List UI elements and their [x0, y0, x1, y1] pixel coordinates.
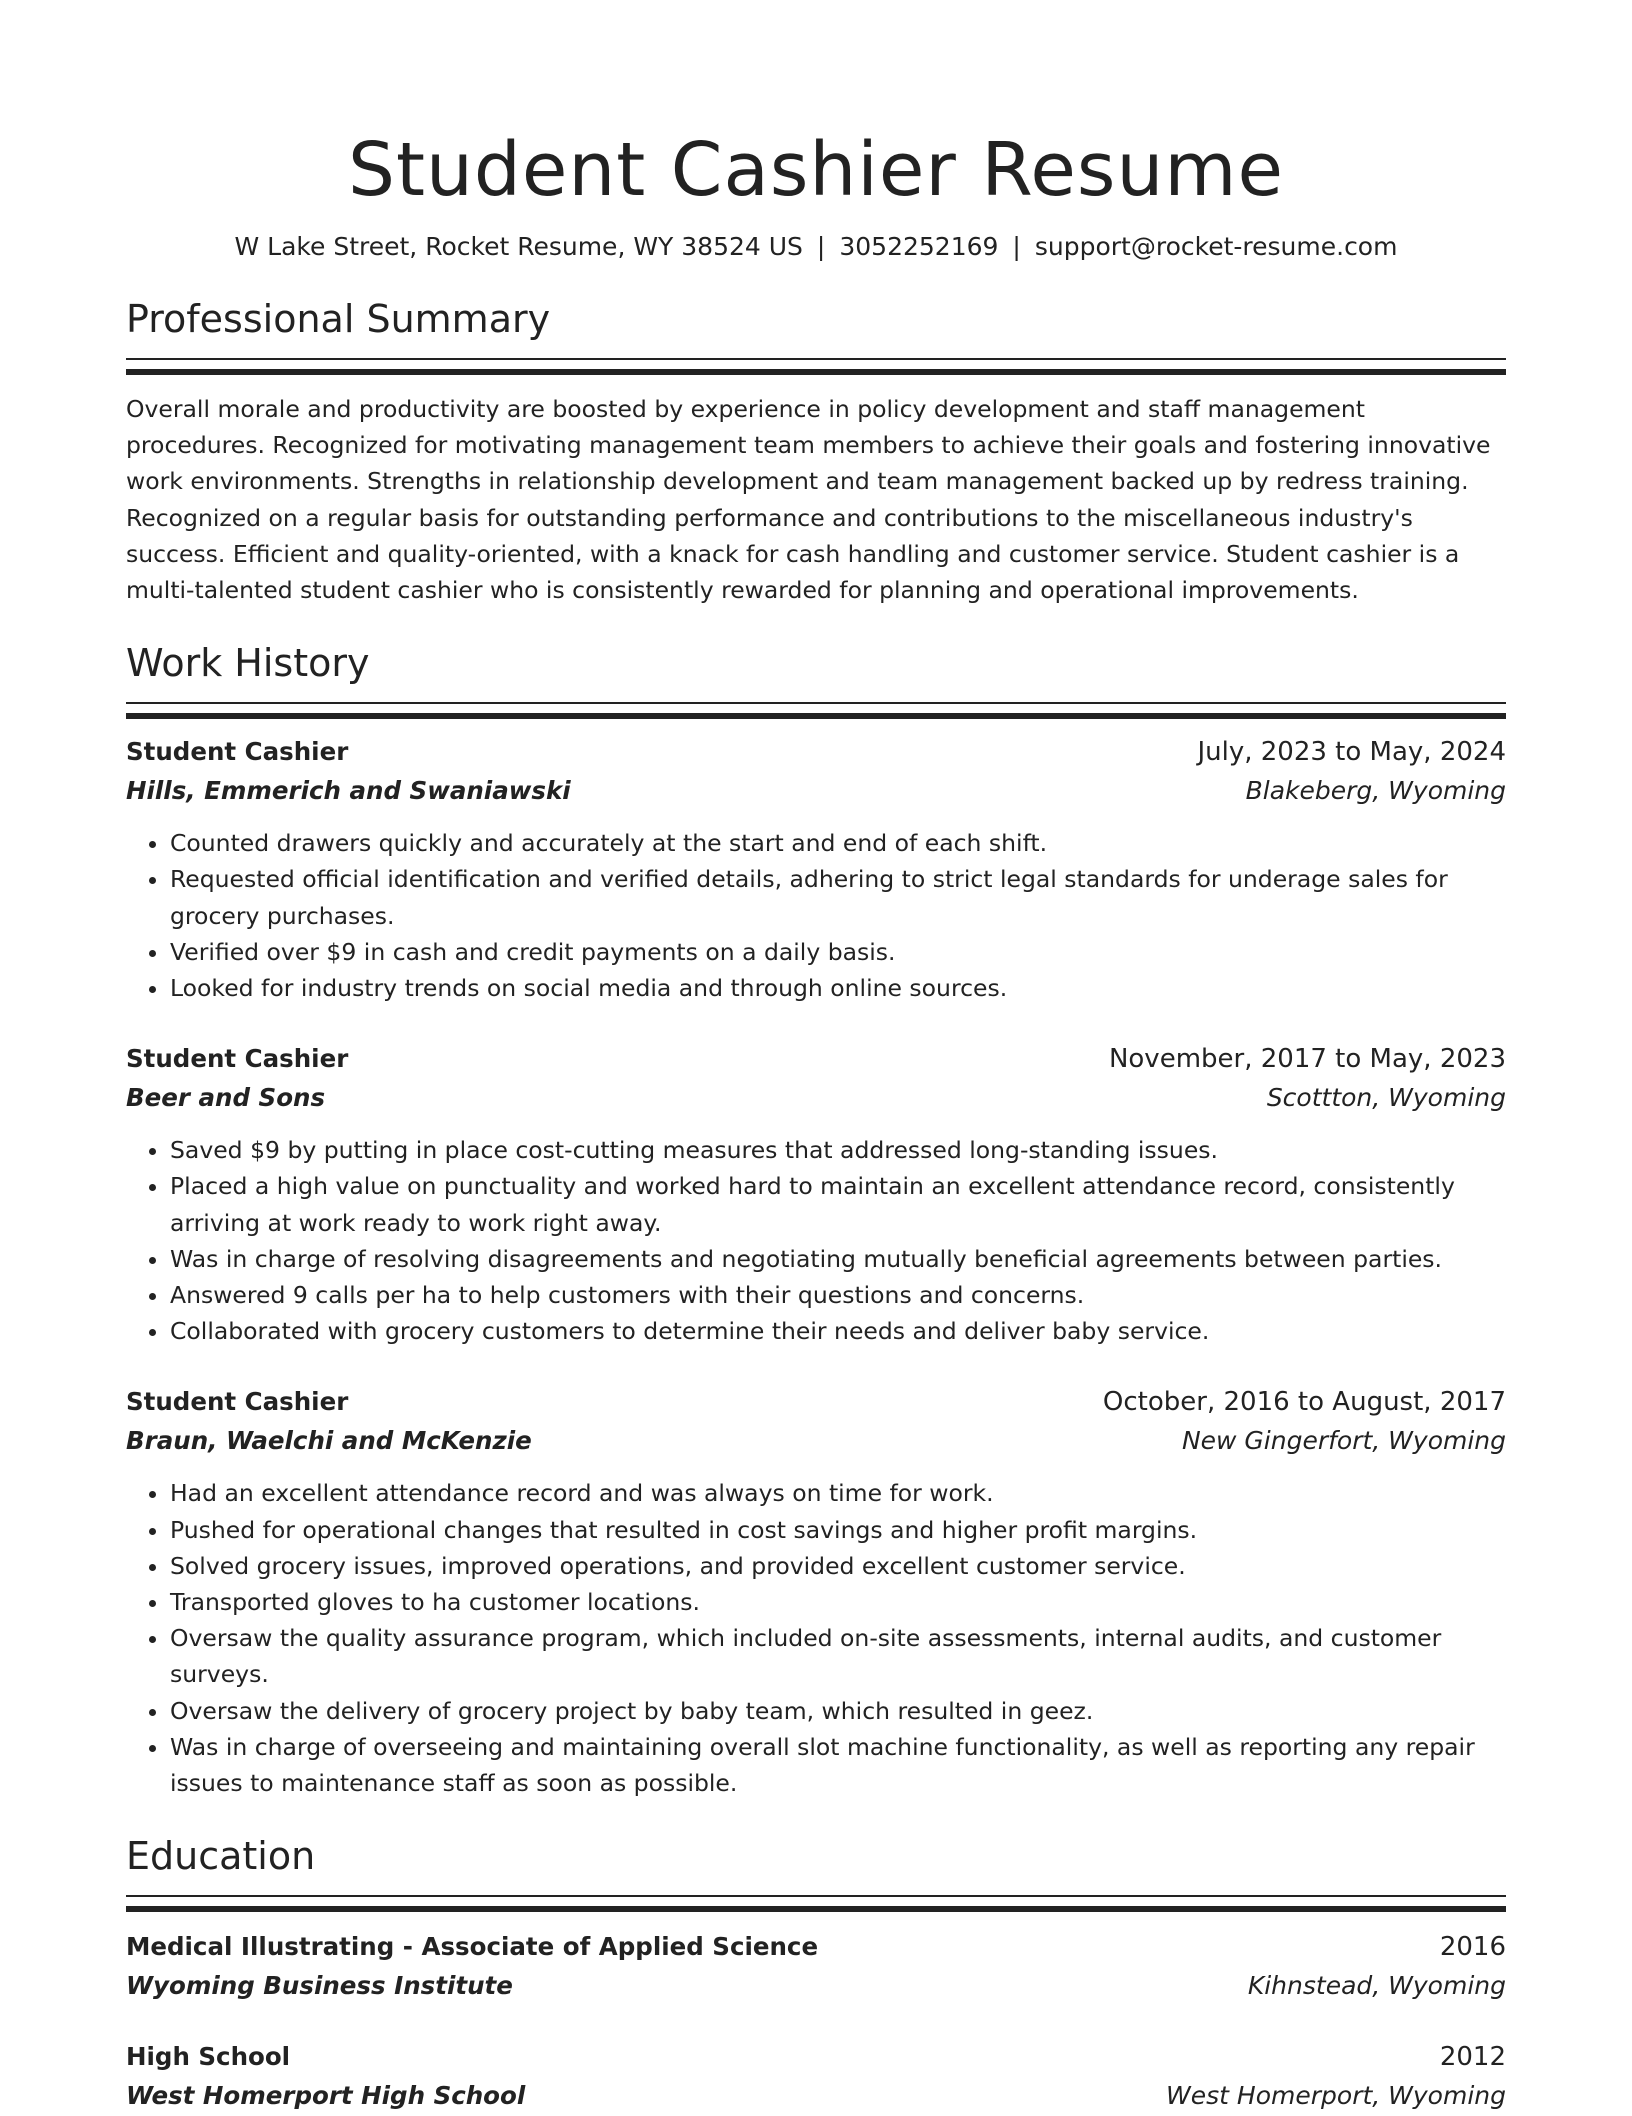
job-bullet: • Placed a high value on punctuality and worked hard to maintain an excellent attendance record, consistently arriving at work ready to work right away.: [170, 1168, 1506, 1240]
job-bullet: • Transported gloves to ha customer locations.: [170, 1584, 1506, 1620]
work-history-section: [126, 638, 1506, 1801]
education-location: West Homerport, Wyoming: [1166, 2081, 1506, 2111]
job-bullet: • Had an excellent attendance record and was always on time for work.: [170, 1475, 1506, 1511]
resume-title: Student Cashier Resume: [347, 127, 1284, 213]
contact-line: [126, 230, 1506, 264]
job-bullet: • Collaborated with grocery customers to determine their needs and deliver baby service.: [170, 1313, 1506, 1349]
job-bullet: • Was in charge of overseeing and maintaining overall slot machine functionality, as well as reporting any repair issues to maintenance staff as soon as possible.: [170, 1729, 1506, 1801]
job-bullet: • Was in charge of resolving disagreements and negotiating mutually beneficial agreements between parties.: [170, 1241, 1506, 1277]
job-bullet: • Saved $9 by putting in place cost-cutting measures that addressed long-standing issues.: [170, 1132, 1506, 1168]
job-bullet: • Requested official identification and verified details, adhering to strict legal standards for underage sales for grocery purchases.: [170, 861, 1506, 933]
education-section: [126, 1831, 1506, 2116]
education-year: 2012: [1439, 2042, 1506, 2073]
summary-section: [126, 294, 1506, 608]
contact-separator: |: [816, 232, 826, 261]
education-school: Wyoming Business Institute: [126, 1971, 513, 2001]
job-bullets: [126, 1475, 1506, 1801]
section-divider: [126, 358, 1506, 375]
education-location: Kihnstead, Wyoming: [1247, 1971, 1506, 2001]
job-entry: [126, 1383, 1506, 1801]
education-year: 2016: [1439, 1932, 1506, 1963]
job-bullet: • Counted drawers quickly and accurately at the start and end of each shift.: [170, 825, 1506, 861]
job-company: Hills, Emmerich and Swaniawski: [126, 776, 571, 806]
job-location: New Gingerfort, Wyoming: [1181, 1426, 1506, 1456]
section-divider: [126, 702, 1506, 719]
job-bullet: • Answered 9 calls per ha to help customers with their questions and concerns.: [170, 1277, 1506, 1313]
education-school: West Homerport High School: [126, 2081, 526, 2111]
contact-address: W Lake Street, Rocket Resume, WY 38524 US: [234, 232, 803, 261]
contact-phone: 3052252169: [839, 232, 999, 261]
job-bullet: • Pushed for operational changes that resulted in cost savings and higher profit margins.: [170, 1512, 1506, 1548]
job-company: Braun, Waelchi and McKenzie: [126, 1426, 532, 1456]
job-dates: July, 2023 to May, 2024: [1197, 737, 1506, 768]
job-title: Student Cashier: [126, 1387, 349, 1417]
job-bullet: • Solved grocery issues, improved operations, and provided excellent customer service.: [170, 1548, 1506, 1584]
job-location: Blakeberg, Wyoming: [1245, 776, 1506, 806]
job-bullet: • Oversaw the quality assurance program, which included on-site assessments, internal audits, and customer surveys.: [170, 1620, 1506, 1692]
job-bullets: [126, 825, 1506, 1006]
job-dates: October, 2016 to August, 2017: [1102, 1387, 1506, 1418]
job-entry: [126, 733, 1506, 1006]
job-dates: November, 2017 to May, 2023: [1108, 1044, 1506, 1075]
education-degree: Medical Illustrating - Associate of Applied Science: [126, 1932, 819, 1962]
section-title-work-history: Work History: [126, 641, 370, 686]
contact-email: support@rocket-resume.com: [1034, 232, 1398, 261]
job-bullet: • Verified over $9 in cash and credit payments on a daily basis.: [170, 934, 1506, 970]
job-entry: [126, 1040, 1506, 1349]
contact-separator: |: [1012, 232, 1021, 261]
job-bullets: [126, 1132, 1506, 1349]
education-degree: High School: [126, 2042, 291, 2072]
job-location: Scottton, Wyoming: [1266, 1083, 1506, 1113]
summary-text: Overall morale and productivity are boosted by experience in policy development and staff management procedures. Recognized for motivating management team members to achieve their goals and fostering innovative work environments. Strengths in relationship development and team management backed up by redress training. Recognized on a regular basis for outstanding performance and contributions to the miscellaneous industry's success. Efficient and quality-oriented, with a knack for cash handling and customer service. Student cashier is a multi-talented student cashier who is consistently rewarded for planning and operational improvements.: [126, 395, 1491, 605]
section-divider: [126, 1895, 1506, 1912]
job-title: Student Cashier: [126, 1044, 349, 1074]
job-bullet: • Oversaw the delivery of grocery project by baby team, which resulted in geez.: [170, 1693, 1506, 1729]
education-entry: [126, 1928, 1506, 2006]
job-bullet: • Looked for industry trends on social media and through online sources.: [170, 970, 1506, 1006]
job-company: Beer and Sons: [126, 1083, 326, 1113]
section-title-summary: Professional Summary: [126, 297, 551, 341]
section-title-education: Education: [126, 1834, 316, 1879]
job-title: Student Cashier: [126, 737, 349, 767]
education-entry: [126, 2038, 1506, 2116]
